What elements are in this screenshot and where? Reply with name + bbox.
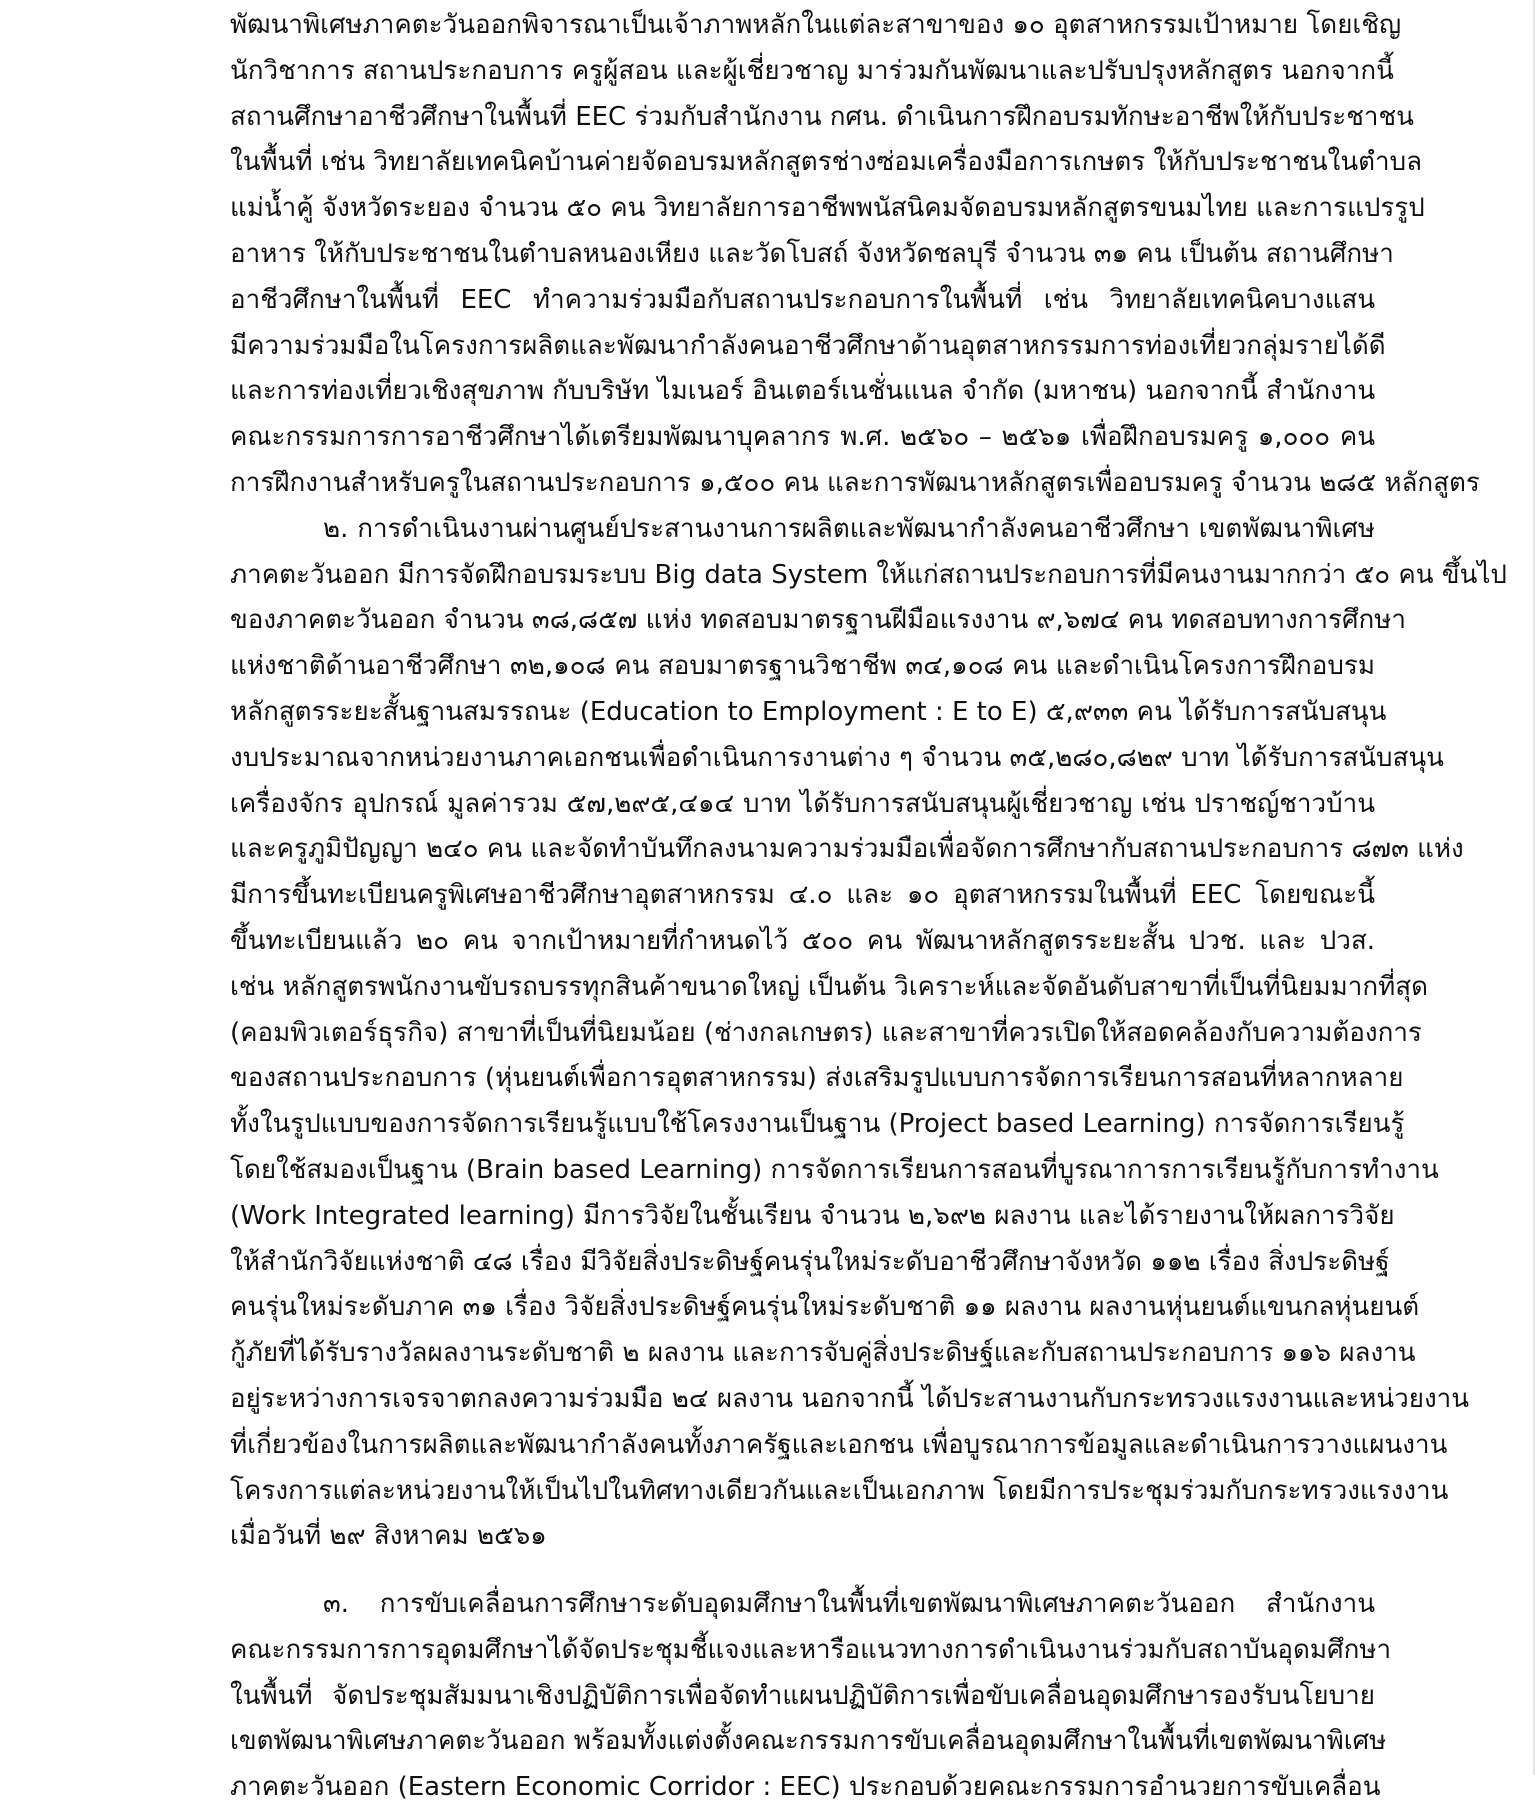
text-line: คนรุ่นใหม่ระดับภาค ๓๑ เรื่อง วิจัยสิ่งประดิษฐ์คนรุ่นใหม่ระดับชาติ ๑๑ ผลงาน ผลงานหุ่นยนต์แขนกลหุ่นยนต์ [230, 1292, 1420, 1323]
text-line: ขึ้นทะเบียนแล้ว ๒๐ คน จากเป้าหมายที่กำหนดไว้ ๕๐๐ คน พัฒนาหลักสูตรระยะสั้น ปวช. และ ปวส. [230, 925, 1375, 956]
text-line: นักวิชาการ สถานประกอบการ ครูผู้สอน และผู้เชี่ยวชาญ มาร่วมกันพัฒนาและปรับปรุงหลักสูตร นอกจากนี้ [230, 55, 1394, 86]
text-line: เขตพัฒนาพิเศษภาคตะวันออก พร้อมทั้งแต่งตั้งคณะกรรมการขับเคลื่อนอุดมศึกษาในพื้นที่เขตพัฒนาพิเศษ [230, 1726, 1387, 1757]
text-line: อาชีวศึกษาในพื้นที่ EEC ทำความร่วมมือกับสถานประกอบการในพื้นที่ เช่น วิทยาลัยเทคนิคบางแสน [230, 284, 1375, 315]
text-line: กู้ภัยที่ได้รับรางวัลผลงานระดับชาติ ๒ ผลงาน และการจับคู่สิ่งประดิษฐ์และกับสถานประกอบการ ๑๑๖ ผลงาน [230, 1338, 1416, 1369]
text-line: อาหาร ให้กับประชาชนในตำบลหนองเหียง และวัดโบสถ์ จังหวัดชลบุรี จำนวน ๓๑ คน เป็นต้น สถานศึกษา [230, 238, 1394, 269]
text-line: คณะกรรมการการอุดมศึกษาได้จัดประชุมชี้แจงและหารือแนวทางการดำเนินงานร่วมกับสถาบันอุดมศึกษา [230, 1634, 1392, 1665]
paragraph [230, 1582, 1392, 1811]
text-line: สถานศึกษาอาชีวศึกษาในพื้นที่ EEC ร่วมกับสำนักงาน กศน. ดำเนินการฝึกอบรมทักษะอาชีพให้กับประชาชน [230, 101, 1414, 132]
text-line: (คอมพิวเตอร์ธุรกิจ) สาขาที่เป็นที่นิยมน้อย (ช่างกลเกษตร) และสาขาที่ควรเปิดให้สอดคล้องกับความต้องการ [230, 1017, 1422, 1048]
text-line: ภาคตะวันออก (Eastern Economic Corridor : EEC) ประกอบด้วยคณะกรรมการอำนวยการขับเคลื่อน [230, 1772, 1381, 1803]
paragraph [230, 3, 1480, 507]
text-line: แห่งชาติด้านอาชีวศึกษา ๓๒,๑๐๘ คน สอบมาตรฐานวิชาชีพ ๓๔,๑๐๘ คน และดำเนินโครงการฝึกอบรม [230, 651, 1375, 682]
text-line: พัฒนาพิเศษภาคตะวันออกพิจารณาเป็นเจ้าภาพหลักในแต่ละสาขาของ ๑๐ อุตสาหกรรมเป้าหมาย โดยเชิญ [230, 10, 1402, 40]
text-line: แม่น้ำคู้ จังหวัดระยอง จำนวน ๕๐ คน วิทยาลัยการอาชีพพนัสนิคมจัดอบรมหลักสูตรขนมไทย และการแปรรูป [230, 193, 1425, 224]
text-line: ของภาคตะวันออก จำนวน ๓๘,๘๕๗ แห่ง ทดสอบมาตรฐานฝีมือแรงงาน ๙,๖๗๔ คน ทดสอบทางการศึกษา [230, 605, 1406, 636]
text-line: ในพื้นที่ จัดประชุมสัมมนาเชิงปฏิบัติการเพื่อจัดทำแผนปฏิบัติการเพื่อขับเคลื่อนอุดมศึกษารองรับนโยบาย [230, 1680, 1375, 1711]
text-line: ๓. การขับเคลื่อนการศึกษาระดับอุดมศึกษาในพื้นที่เขตพัฒนาพิเศษภาคตะวันออก สำนักงาน [323, 1589, 1375, 1620]
text-line: โครงการแต่ละหน่วยงานให้เป็นไปในทิศทางเดียวกันและเป็นเอกภาพ โดยมีการประชุมร่วมกับกระทรวงแรงงาน [230, 1475, 1449, 1506]
text-line: โดยใช้สมองเป็นฐาน (Brain based Learning) การจัดการเรียนการสอนที่บูรณาการการเรียนรู้กับการทำงาน [230, 1154, 1439, 1185]
text-line: ทั้งในรูปแบบของการจัดการเรียนรู้แบบใช้โครงงานเป็นฐาน (Project based Learning) การจัดการเรียนรู้ [230, 1109, 1405, 1140]
paragraph-spacer [230, 1560, 1375, 1582]
text-line: งบประมาณจากหน่วยงานภาคเอกชนเพื่อดำเนินการงานต่าง ๆ จำนวน ๓๕,๒๘๐,๘๒๙ บาท ได้รับการสนับสนุน [230, 742, 1444, 773]
text-line: ของสถานประกอบการ (หุ่นยนต์เพื่อการอุตสาหกรรม) ส่งเสริมรูปแบบการจัดการเรียนการสอนที่หลากหลาย [230, 1063, 1404, 1094]
text-line: มีความร่วมมือในโครงการผลิตและพัฒนากำลังคนอาชีวศึกษาด้านอุตสาหกรรมการท่องเที่ยวกลุ่มรายได้ดี [230, 330, 1386, 361]
text-line: ในพื้นที่ เช่น วิทยาลัยเทคนิคบ้านค่ายจัดอบรมหลักสูตรช่างซ่อมเครื่องมือการเกษตร ให้กับประชาชนในตำบล [230, 147, 1423, 178]
text-line: ให้สำนักวิจัยแห่งชาติ ๔๘ เรื่อง มีวิจัยสิ่งประดิษฐ์คนรุ่นใหม่ระดับอาชีวศึกษาจังหวัด ๑๑๒ เรื่อง สิ่งประดิษฐ์ [230, 1246, 1390, 1277]
text-line: (Work Integrated learning) มีการวิจัยในชั้นเรียน จำนวน ๒,๖๙๒ ผลงาน และได้รายงานให้ผลการวิจัย [230, 1200, 1395, 1231]
text-line: หลักสูตรระยะสั้นฐานสมรรถนะ (Education to Employment : E to E) ๕,๙๓๓ คน ได้รับการสนับสนุน [230, 696, 1387, 727]
text-line: เครื่องจักร อุปกรณ์ มูลค่ารวม ๕๗,๒๙๕,๔๑๔ บาท ได้รับการสนับสนุนผู้เชี่ยวชาญ เช่น ปราชญ์ชาวบ้าน [230, 788, 1375, 819]
text-line: ๒. การดำเนินงานผ่านศูนย์ประสานงานการผลิตและพัฒนากำลังคนอาชีวศึกษา เขตพัฒนาพิเศษ [323, 513, 1375, 544]
text-line: การฝึกงานสำหรับครูในสถานประกอบการ ๑,๕๐๐ คน และการพัฒนาหลักสูตรเพื่ออบรมครู จำนวน ๒๘๕ หลักสูตร [230, 467, 1480, 498]
document-body [230, 3, 1507, 1811]
text-line: ภาคตะวันออก มีการจัดฝึกอบรมระบบ Big data System ให้แก่สถานประกอบการที่มีคนงานมากกว่า ๕๐ คน ขึ้นไป [230, 559, 1507, 590]
text-line: เช่น หลักสูตรพนักงานขับรถบรรทุกสินค้าขนาดใหญ่ เป็นต้น วิเคราะห์และจัดอันดับสาขาที่เป็นที่นิยมมากที่สุด [230, 971, 1429, 1002]
text-line: มีการขึ้นทะเบียนครูพิเศษอาชีวศึกษาอุตสาหกรรม ๔.๐ และ ๑๐ อุตสาหกรรมในพื้นที่ EEC โดยขณะนี้ [230, 880, 1375, 911]
text-line: คณะกรรมการการอาชีวศึกษาได้เตรียมพัฒนาบุคลากร พ.ศ. ๒๕๖๐ – ๒๕๖๑ เพื่อฝึกอบรมครู ๑,๐๐๐ คน [230, 422, 1375, 453]
text-line: อยู่ระหว่างการเจรจาตกลงความร่วมมือ ๒๔ ผลงาน นอกจากนี้ ได้ประสานงานกับกระทรวงแรงงานและหน่วยงาน [230, 1383, 1470, 1414]
text-line: ที่เกี่ยวข้องในการผลิตและพัฒนากำลังคนทั้งภาครัฐและเอกชน เพื่อบูรณาการข้อมูลและดำเนินการวางแผนงาน [230, 1429, 1448, 1460]
paragraph [230, 507, 1507, 1560]
text-line: เมื่อวันที่ ๒๙ สิงหาคม ๒๕๖๑ [230, 1521, 547, 1552]
text-line: และครูภูมิปัญญา ๒๔๐ คน และจัดทำบันทึกลงนามความร่วมมือเพื่อจัดการศึกษากับสถานประกอบการ ๘๗๓ แห่ง [230, 834, 1464, 865]
text-line: และการท่องเที่ยวเชิงสุขภาพ กับบริษัท ไมเนอร์ อินเตอร์เนชั่นแนล จำกัด (มหาชน) นอกจากนี้ สำนักงาน [230, 376, 1376, 407]
